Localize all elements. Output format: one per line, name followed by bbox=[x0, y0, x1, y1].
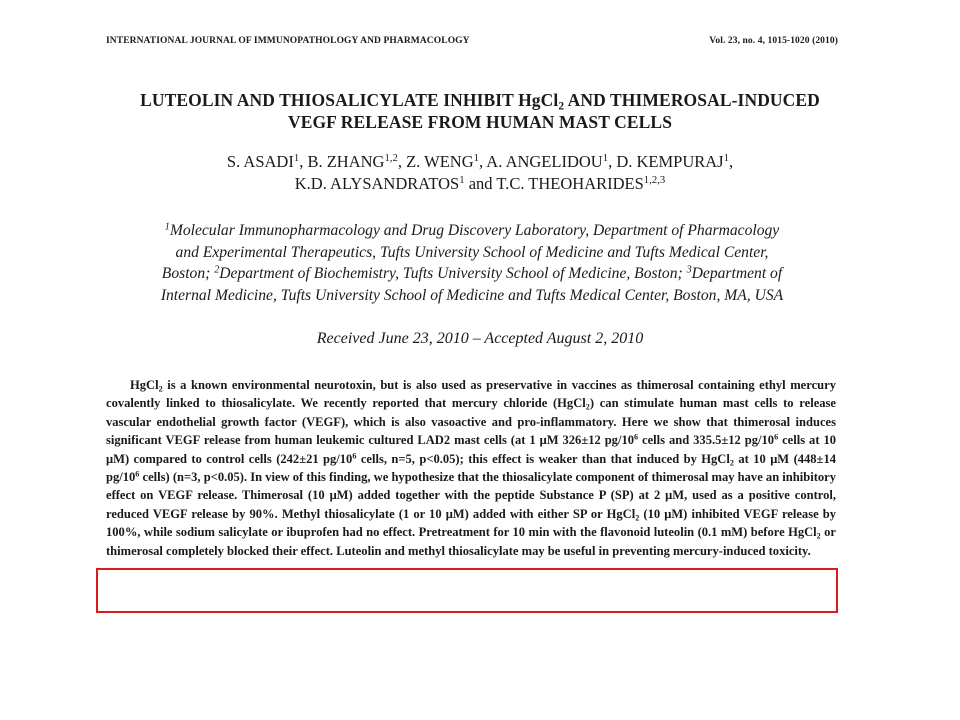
title-line-1: LUTEOLIN AND THIOSALICYLATE INHIBIT HgCl$_2$ AND THIMEROSAL-INDUCED bbox=[140, 90, 820, 113]
affiliation-line-2: and Experimental Therapeutics, Tufts University School of Medicine and Tufts Medical Center, bbox=[175, 243, 769, 261]
volume-info: Vol. 23, no. 4, 1015-1020 (2010) bbox=[709, 36, 838, 46]
affiliation-line-3: Boston; $^2$Department of Biochemistry, Tufts University School of Medicine, Boston; $^3$Department of bbox=[161, 264, 783, 282]
author-line-1: S. ASADI$^1$, B. ZHANG$^{1,2}$, Z. WENG$^1$, A. ANGELIDOU$^1$, D. KEMPURAJ$^1$, bbox=[226, 152, 734, 171]
journal-name: INTERNATIONAL JOURNAL OF IMMUNOPATHOLOGY AND PHARMACOLOGY bbox=[106, 36, 470, 46]
author-list bbox=[80, 151, 880, 195]
abstract bbox=[106, 376, 836, 560]
affiliations bbox=[104, 220, 840, 306]
received-date: Received June 23, 2010 – Accepted August 2, 2010 bbox=[316, 330, 644, 347]
highlight-box bbox=[96, 568, 838, 613]
abstract-text: HgCl$_2$ is a known environmental neurotoxin, but is also used as preservative in vaccines as thimerosal containing ethyl mercury covalently linked to thiosalicylate. We recently reported that mercury chloride (HgCl$_2$) can stimulate human mast cells to release vascular endothelial growth factor (VEGF), which is also vasoactive and pro-inflammatory. Here we show that thimerosal induces significant VEGF release from human leukemic cultured LAD2 mast cells (at 1 μM 326±12 $pg/10^6$ cells and 335.5±12 $pg/10^6$ cells at 10 μM) compared to control cells (242±21 $pg/10^6$ cells, n=5, p<0.05); this effect is weaker than that induced by HgCl$_2$ at 10 μM (448±14 $pg/10^6$ cells) (n=3, p<0.05). In view of this finding, we hypothesize that the thiosalicylate component of thimerosal may have an inhibitory effect on VEGF release. Thimerosal (10 μM) added together with the peptide Substance P (SP) at 2 μM, used as a positive control, reduced VEGF release by 90%. Methyl thiosalicylate (1 or 10 μM) added with either SP or HgCl$_2$ (10 μM) inhibited VEGF release by 100%, while sodium salicylate or ibuprofen had no effect. Pretreatment for 10 min with the flavonoid luteolin (0.1 mM) before HgCl$_2$ or thimerosal completely blocked their effect. Luteolin and methyl thiosalicylate may be useful in preventing mercury-induced toxicity. bbox=[106, 378, 837, 558]
author-line-2: K.D. ALYSANDRATOS$^1$ and T.C. THEOHARIDES$^{1,2,3}$ bbox=[294, 174, 666, 193]
affiliation-line-1: $^1$Molecular Immunopharmacology and Drug Discovery Laboratory, Department of Pharmacology bbox=[164, 221, 780, 239]
affiliation-line-4: Internal Medicine, Tufts University School of Medicine and Tufts Medical Center, Boston, MA, USA bbox=[160, 286, 784, 304]
paper-title bbox=[80, 89, 880, 133]
title-line-2: VEGF RELEASE FROM HUMAN MAST CELLS bbox=[287, 112, 673, 132]
